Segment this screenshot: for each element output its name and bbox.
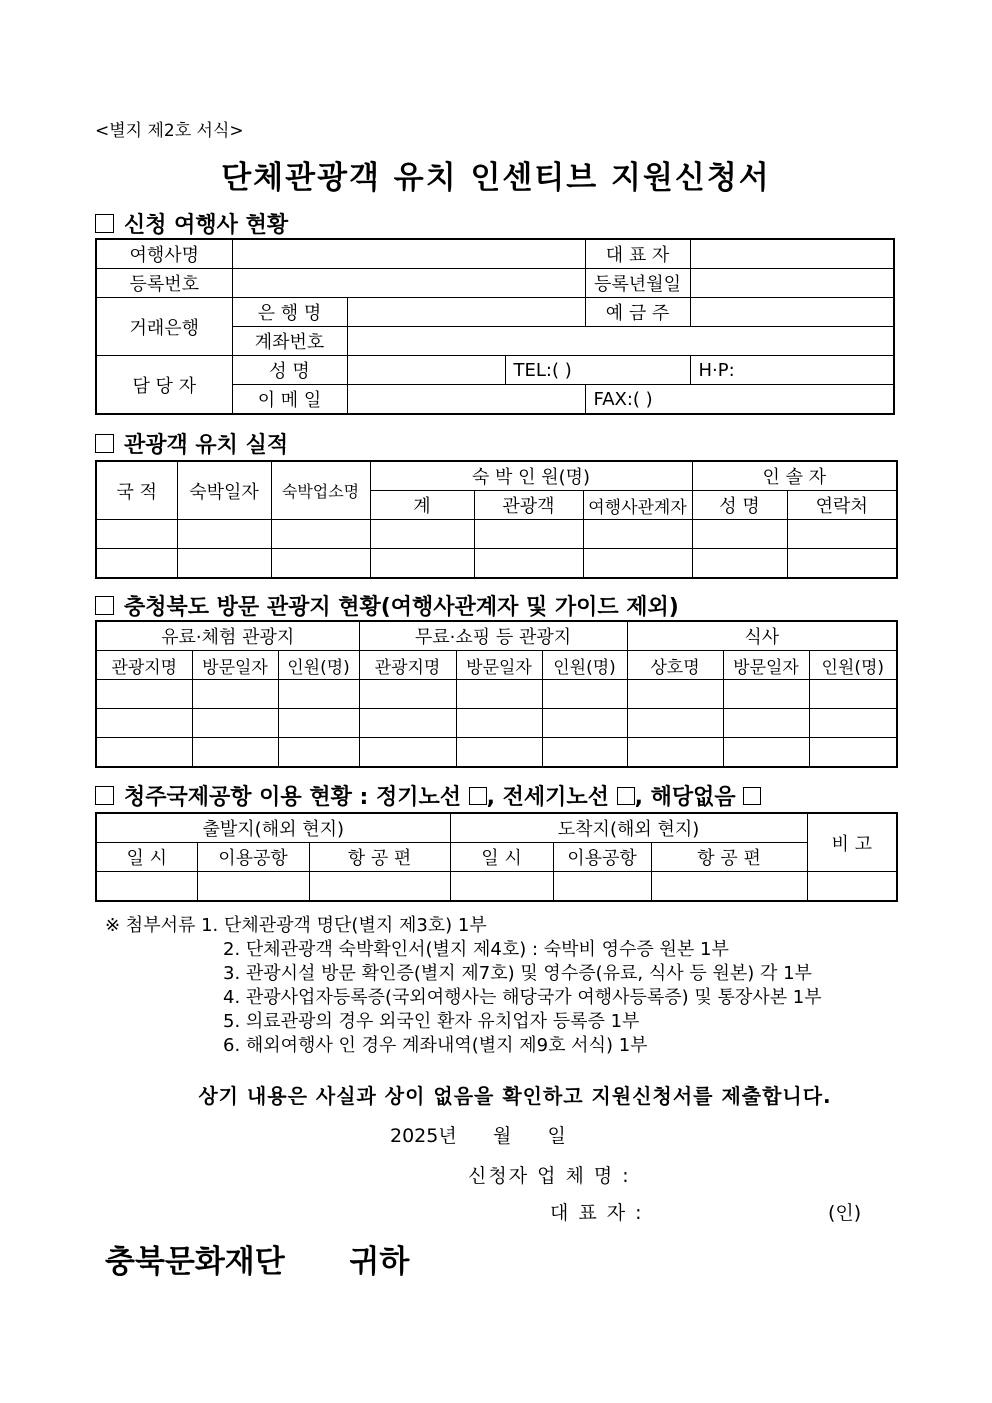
restaurant-header: 상호명 xyxy=(627,651,723,680)
nationality-header: 국 적 xyxy=(96,461,177,520)
reg-number-field[interactable] xyxy=(232,269,585,298)
tourist-performance-table xyxy=(95,460,898,579)
site-name-header: 관광지명 xyxy=(359,651,456,680)
attachments-list xyxy=(105,914,822,1058)
table-row xyxy=(96,709,897,738)
agency-info-table xyxy=(95,238,895,415)
paid-sites-header: 유료·체험 관광지 xyxy=(96,621,359,651)
account-holder-field[interactable] xyxy=(690,298,894,327)
stay-dates-header: 숙박일자 xyxy=(177,461,271,520)
fax-field[interactable]: FAX:( ) xyxy=(585,385,894,415)
airport-header: 이용공항 xyxy=(553,843,651,872)
not-applicable-checkbox[interactable] xyxy=(743,787,761,805)
regular-route-checkbox[interactable] xyxy=(469,787,487,805)
visit-date-header: 방문일자 xyxy=(456,651,542,680)
people-header: 인원(명) xyxy=(542,651,627,680)
seal-mark: (인) xyxy=(828,1202,862,1224)
email-label: 이 메 일 xyxy=(232,385,347,415)
section3-heading: 충청북도 방문 관광지 현황(여행사관계자 및 가이드 제외) xyxy=(95,590,679,621)
table-row xyxy=(96,520,897,549)
account-number-label: 계좌번호 xyxy=(232,327,347,356)
total-header: 계 xyxy=(370,491,474,520)
section2-heading: 관광객 유치 실적 xyxy=(95,428,288,459)
form-label: <별지 제2호 서식> xyxy=(95,121,244,141)
applicant-representative-label: 대 표 자 : xyxy=(550,1202,644,1224)
escort-header: 인 솔 자 xyxy=(692,461,897,491)
flight-header: 항 공 편 xyxy=(651,843,807,872)
attachment-item: 2. 단체관광객 숙박확인서(별지 제4호) : 숙박비 영수증 원본 1부 xyxy=(223,939,729,960)
section1-heading: 신청 여행사 현황 xyxy=(95,208,288,239)
flight-header: 항 공 편 xyxy=(309,843,450,872)
attachments-prefix: ※ 첨부서류 xyxy=(105,915,196,936)
lodging-header: 숙박업소명 xyxy=(271,461,370,520)
name-field[interactable] xyxy=(347,356,505,385)
email-field[interactable] xyxy=(347,385,585,415)
agency-name-field[interactable] xyxy=(232,239,585,269)
datetime-header: 일 시 xyxy=(450,843,553,872)
tourists-header: 관광객 xyxy=(474,491,583,520)
attachment-item: 3. 관광시설 방문 확인증(별지 제7호) 및 영수증(유료, 식사 등 원본) 각 1부 xyxy=(223,963,812,984)
bank-label: 거래은행 xyxy=(96,298,232,356)
attachment-item: 4. 관광사업자등록증(국외여행사는 해당국가 여행사등록증) 및 통장사본 1부 xyxy=(223,987,822,1008)
free-sites-header: 무료·쇼핑 등 관광지 xyxy=(359,621,627,651)
section4-heading: 청주국제공항 이용 현황 : 정기노선 , 전세기노선 , 해당없음 xyxy=(95,780,761,811)
datetime-header: 일 시 xyxy=(96,843,197,872)
departure-header: 출발지(해외 현지) xyxy=(96,813,450,843)
name-label: 성 명 xyxy=(232,356,347,385)
airport-usage-table xyxy=(95,812,898,902)
bank-name-label: 은 행 명 xyxy=(232,298,347,327)
meal-header: 식사 xyxy=(627,621,897,651)
attachment-item: 1. 단체관광객 명단(별지 제3호) 1부 xyxy=(201,915,487,936)
attachment-item: 5. 의료관광의 경우 외국인 환자 유치업자 등록증 1부 xyxy=(223,1011,640,1032)
tel-field[interactable]: TEL:( ) xyxy=(505,356,690,385)
date-line: 2025년 월 일 xyxy=(390,1125,566,1147)
addressee: 충북문화재단 귀하 xyxy=(105,1244,410,1280)
escort-name-header: 성 명 xyxy=(692,491,787,520)
charter-route-checkbox[interactable] xyxy=(617,787,635,805)
site-name-header: 관광지명 xyxy=(96,651,192,680)
document-title: 단체관광객 유치 인센티브 지원신청서 xyxy=(221,160,771,196)
account-number-field[interactable] xyxy=(347,327,894,356)
table-row xyxy=(96,549,897,579)
representative-field[interactable] xyxy=(690,239,894,269)
manager-label: 담 당 자 xyxy=(96,356,232,415)
applicant-company-label: 신청자 업 체 명 : xyxy=(468,1165,631,1187)
checkbox-icon xyxy=(95,786,114,805)
checkbox-icon xyxy=(95,596,114,615)
confirmation-statement: 상기 내용은 사실과 상이 없음을 확인하고 지원신청서를 제출합니다. xyxy=(198,1084,832,1108)
airport-header: 이용공항 xyxy=(197,843,309,872)
visit-date-header: 방문일자 xyxy=(192,651,278,680)
reg-date-label: 등록년월일 xyxy=(585,269,690,298)
table-row xyxy=(96,872,897,902)
checkbox-icon xyxy=(95,214,114,233)
visit-date-header: 방문일자 xyxy=(723,651,809,680)
table-row xyxy=(96,738,897,768)
remarks-header: 비 고 xyxy=(807,813,897,872)
escort-contact-header: 연락처 xyxy=(787,491,897,520)
table-row xyxy=(96,680,897,709)
guests-header: 숙 박 인 원(명) xyxy=(370,461,692,491)
arrival-header: 도착지(해외 현지) xyxy=(450,813,807,843)
agency-staff-header: 여행사관계자 xyxy=(583,491,692,520)
checkbox-icon xyxy=(95,434,114,453)
reg-date-field[interactable] xyxy=(690,269,894,298)
people-header: 인원(명) xyxy=(809,651,897,680)
visited-sites-table xyxy=(95,620,898,768)
attachment-item: 6. 해외여행사 인 경우 계좌내역(별지 제9호 서식) 1부 xyxy=(223,1035,648,1056)
reg-number-label: 등록번호 xyxy=(96,269,232,298)
bank-name-field[interactable] xyxy=(347,298,585,327)
hp-field[interactable]: H·P: xyxy=(690,356,894,385)
representative-label: 대 표 자 xyxy=(585,239,690,269)
people-header: 인원(명) xyxy=(278,651,359,680)
account-holder-label: 예 금 주 xyxy=(585,298,690,327)
agency-name-label: 여행사명 xyxy=(96,239,232,269)
